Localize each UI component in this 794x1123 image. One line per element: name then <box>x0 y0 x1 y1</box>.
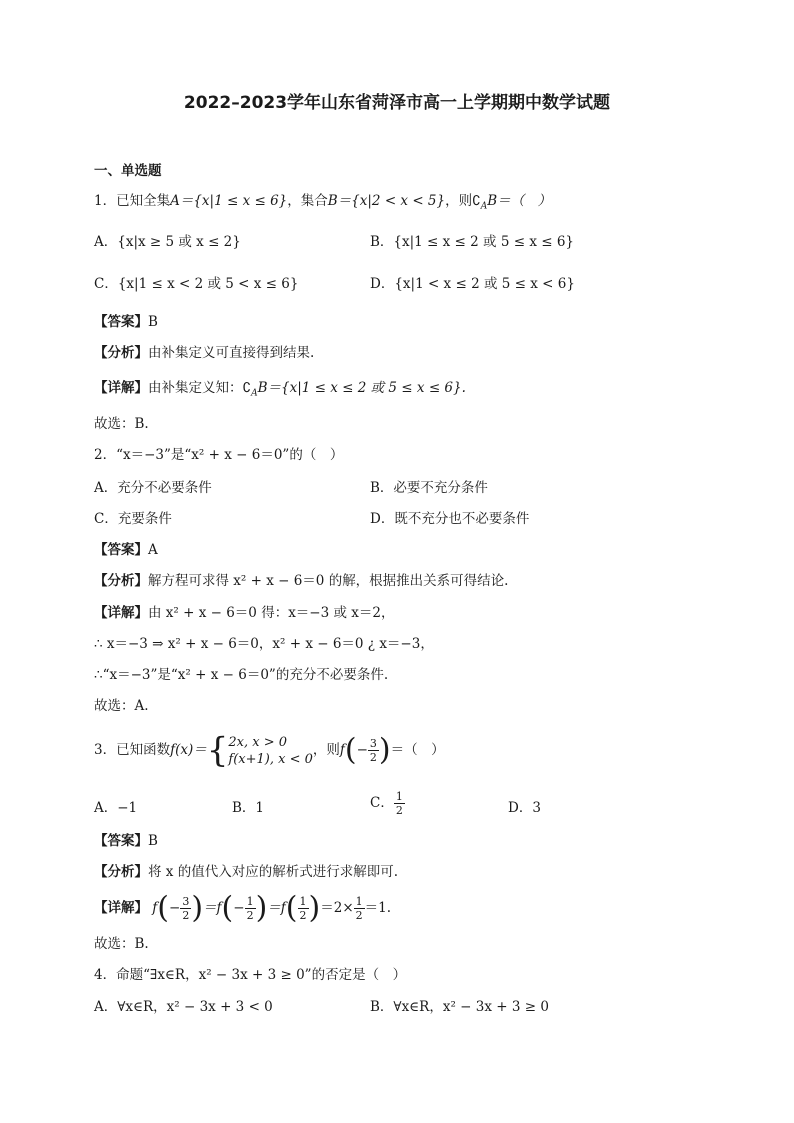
q3-choose: 故选：B. <box>94 936 149 952</box>
q3-fraction <box>368 737 379 764</box>
paren-close: ) <box>191 890 204 926</box>
q2-detail-line3: ∴“x＝−3”是“x² + x − 6＝0”的充分不必要条件. <box>94 667 389 683</box>
q1-stem-post: ，则∁ <box>445 193 481 209</box>
q3-option-c-label: C． <box>370 795 394 811</box>
q3-analysis-text: 将 x 的值代入对应的解析式进行求解即可. <box>148 864 398 880</box>
q2-option-c: C．充要条件 <box>94 511 172 527</box>
q2-analysis <box>94 572 508 590</box>
paren-open: ( <box>285 890 298 926</box>
q3-frac-num: 3 <box>369 737 377 750</box>
q1-stem-mid: ，集合 <box>287 193 328 209</box>
q3-detail-frac1 <box>180 895 191 922</box>
q3-option-c-den: 2 <box>395 804 403 817</box>
analysis-tag: 【分析】 <box>94 864 148 880</box>
answer-tag: 【答案】 <box>94 314 148 330</box>
q3-detail <box>94 888 391 929</box>
q3-stem-mid: ，则 <box>312 742 340 758</box>
detail-tag: 【详解】 <box>94 605 148 621</box>
q3-stem-pre: 3．已知函数 <box>94 742 171 758</box>
detail-tag: 【详解】 <box>94 900 148 916</box>
paren-open: ( <box>157 890 170 926</box>
q1-stem <box>94 192 551 216</box>
q3-paren-open: ( <box>344 732 357 768</box>
q3-analysis <box>94 863 398 881</box>
q2-detail-line2: ∴ x＝−3 ⇒ x² + x − 6＝0，x² + x − 6＝0 ¿ x＝−3， <box>94 636 434 652</box>
q2-option-a: A．充分不必要条件 <box>94 480 212 496</box>
frac-num: 1 <box>246 895 254 908</box>
q2-option-b: B．必要不充分条件 <box>370 480 488 496</box>
q3-detail-eq3: ＝2× <box>320 900 354 916</box>
q1-detail-post: B＝{x|1 ≤ x ≤ 2 或 5 ≤ x ≤ 6}. <box>257 380 466 396</box>
q3-cases <box>228 734 312 768</box>
q2-choose: 故选：A. <box>94 698 149 714</box>
frac-den: 2 <box>355 909 363 922</box>
q1-stem-pre: 1．已知全集 <box>94 193 171 209</box>
q3-answer <box>94 832 158 850</box>
q3-paren-close: ) <box>378 732 391 768</box>
page-title: 2022–2023学年山东省菏泽市高一上学期期中数学试题 <box>183 93 611 113</box>
q3-stem <box>94 730 445 771</box>
q3-detail-frac4 <box>354 895 365 922</box>
q3-detail-end: ＝1. <box>364 900 392 916</box>
q1-choose: 故选：B. <box>94 416 149 432</box>
q1-option-d: D．{x|1 < x ≤ 2 或 5 ≤ x < 6} <box>370 276 575 292</box>
q2-answer-value: A <box>148 542 158 558</box>
q1-answer-value: B <box>148 314 158 330</box>
q3-stem-end: ＝（ ） <box>390 742 445 758</box>
frac-num: 1 <box>355 895 363 908</box>
q3-frac-den: 2 <box>369 751 377 764</box>
q4-option-b: B．∀x∈R，x² − 3x + 3 ≥ 0 <box>370 999 549 1015</box>
q1-option-b: B．{x|1 ≤ x ≤ 2 或 5 ≤ x ≤ 6} <box>370 234 575 250</box>
q3-option-c-num: 1 <box>395 790 403 803</box>
q1-answer <box>94 313 158 331</box>
q2-stem: 2．“x＝−3”是“x² + x − 6＝0”的（ ） <box>94 447 344 463</box>
frac-num: 3 <box>182 895 190 908</box>
section-heading: 一、单选题 <box>94 163 162 179</box>
paren-close: ) <box>308 890 321 926</box>
q3-fx: f(x)＝ <box>170 742 207 758</box>
q1-set-a: A＝{x|1 ≤ x ≤ 6} <box>170 193 288 209</box>
q3-brace: { <box>206 730 229 771</box>
q2-analysis-text: 解方程可求得 x² + x − 6＝0 的解，根据推出关系可得结论. <box>148 573 509 589</box>
frac-den: 2 <box>246 909 254 922</box>
q1-detail-sub: A <box>251 388 258 399</box>
q4-stem: 4．命题“∃x∈R，x² − 3x + 3 ≥ 0”的否定是（ ） <box>94 967 407 983</box>
frac-den: 2 <box>182 909 190 922</box>
q3-detail-frac2 <box>245 895 256 922</box>
q3-case1: 2x, x > 0 <box>228 734 288 750</box>
q3-option-b: B．1 <box>232 800 265 816</box>
q3-case2: f(x+1), x < 0 <box>228 751 313 767</box>
detail-tag: 【详解】 <box>94 380 148 396</box>
paren-close: ) <box>255 890 268 926</box>
analysis-tag: 【分析】 <box>94 573 148 589</box>
q2-detail <box>94 604 395 622</box>
frac-den: 2 <box>299 909 307 922</box>
q2-answer <box>94 541 158 559</box>
q1-option-a: A．{x|x ≥ 5 或 x ≤ 2} <box>94 234 241 250</box>
q1-detail <box>94 379 466 403</box>
q1-complement-sub: A <box>480 201 488 212</box>
q1-detail-pre: 由补集定义知：∁ <box>148 380 252 396</box>
q2-option-d: D．既不充分也不必要条件 <box>370 511 530 527</box>
answer-tag: 【答案】 <box>94 833 148 849</box>
q4-option-a: A．∀x∈R，x² − 3x + 3 < 0 <box>94 999 273 1015</box>
q1-set-b: B＝{x|2 < x < 5} <box>327 193 446 209</box>
q1-option-c: C．{x|1 ≤ x < 2 或 5 < x ≤ 6} <box>94 276 299 292</box>
q3-neg: − <box>356 742 368 758</box>
q3-detail-frac3 <box>298 895 309 922</box>
q3-detail-eq1: ＝f <box>203 900 222 916</box>
q1-analysis-text: 由补集定义可直接得到结果. <box>148 345 315 361</box>
q1-stem-end: B＝（ ） <box>487 193 552 209</box>
q3-detail-eq2: ＝f <box>267 900 286 916</box>
analysis-tag: 【分析】 <box>94 345 148 361</box>
q1-analysis <box>94 344 314 362</box>
neg-sign: − <box>233 900 245 916</box>
q3-option-d: D．3 <box>508 800 541 816</box>
q3-option-a: A．−1 <box>94 800 138 816</box>
q3-detail-f1: f <box>152 900 158 916</box>
neg-sign: − <box>169 900 181 916</box>
q3-option-c-fraction <box>394 790 405 817</box>
q3-f: f <box>339 742 345 758</box>
answer-tag: 【答案】 <box>94 542 148 558</box>
q3-option-c <box>370 790 405 817</box>
q3-answer-value: B <box>148 833 158 849</box>
q2-detail-text: 由 x² + x − 6＝0 得：x＝−3 或 x＝2， <box>148 605 395 621</box>
paren-open: ( <box>221 890 234 926</box>
frac-num: 1 <box>299 895 307 908</box>
